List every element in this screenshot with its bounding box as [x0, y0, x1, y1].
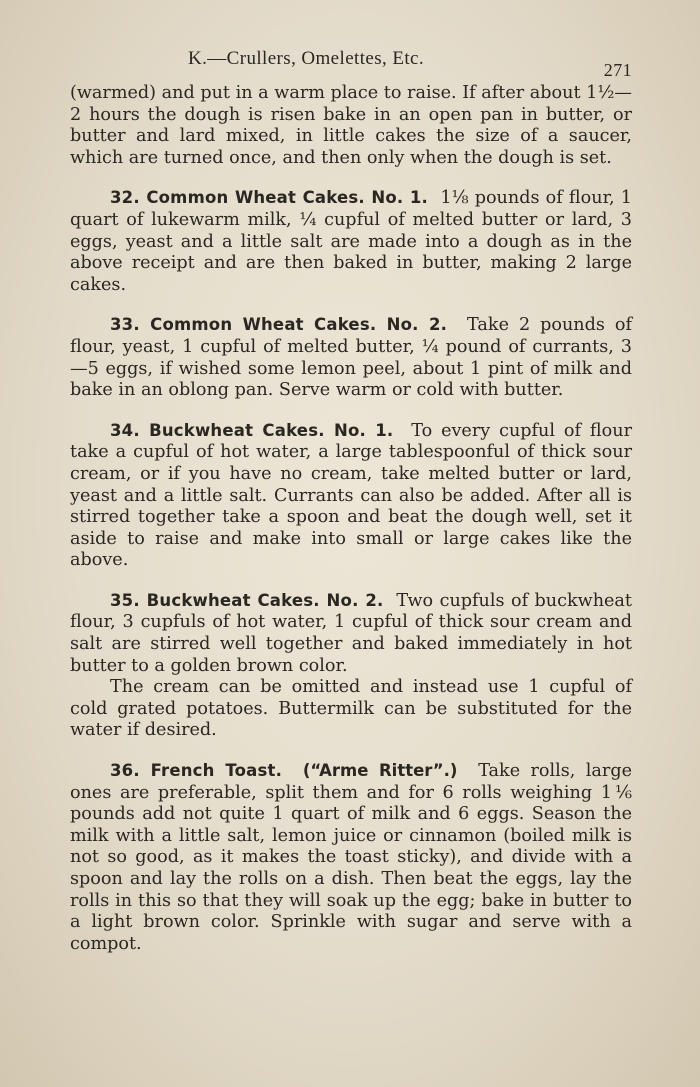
recipe-title: 34. Buckwheat Cakes. No. 1.: [110, 420, 394, 440]
recipe-subtitle: (“Arme Ritter”.): [302, 761, 458, 781]
recipe-text: Two cupfuls of buckwheat flour, 3 cupfuls of hot water, 1 cupful of thick sour cream and salt are stirred well together and baked immediately in hot butter to a golden brown color.: [70, 590, 632, 676]
recipe-35: [70, 590, 632, 677]
recipe-33: [70, 314, 632, 401]
continued-paragraph: (warmed) and put in a warm place to raise. If after about 1½—2 hours the dough is risen bake in an open pan in butter, or butter and lard mixed, in little cakes the size of a saucer, which are turned once, and then only when the dough is set.: [70, 83, 632, 168]
recipe-34: [70, 420, 632, 572]
page-number: 271: [603, 60, 632, 80]
running-head: K.—Crullers, Omelettes, Etc.: [188, 48, 424, 69]
recipe-title: 32. Common Wheat Cakes. No. 1.: [110, 188, 429, 208]
recipe-text: Take rolls, large ones are preferable, split them and for 6 rolls weighing 1⅙ pounds add not quite 1 quart of milk and 6 eggs. Season the milk with a little salt, lemon juice or cinnamon (boiled milk is not so good, as it makes the toast sticky), and divide with a spoon and lay the rolls on a dish. Then beat the eggs, lay the rolls in this so that they will soak up the egg; bake in butter to a light brown color. Sprinkle with sugar and serve with a compot.: [70, 761, 632, 954]
page-body: [70, 83, 632, 955]
recipe-32: [70, 187, 632, 296]
recipe-text: 1⅛ pounds of flour, 1 quart of lukewarm milk, ¼ cupful of melted butter or lard, 3 eggs, yeast and a little salt are made into a dough as in the above receipt and are then baked in butter, making 2 large cakes.: [70, 188, 632, 295]
recipe-title: 35. Buckwheat Cakes. No. 2.: [110, 590, 384, 610]
recipe-text: Take 2 pounds of flour, yeast, 1 cupful of melted butter, ¼ pound of currants, 3—5 eggs, if wished some lemon peel, about 1 pint of milk and bake in an oblong pan. Serve warm or cold with butter.: [70, 315, 632, 401]
recipe-title: 33. Common Wheat Cakes. No. 2.: [110, 315, 448, 335]
recipe-36: [70, 760, 632, 955]
page-header: [70, 42, 632, 78]
recipe-35-note: The cream can be omitted and instead use 1 cupful of cold grated potatoes. Buttermilk can be substituted for the water if desired.: [70, 677, 632, 741]
recipe-title: 36. French Toast.: [110, 761, 283, 781]
recipe-text: To every cupful of flour take a cupful of hot water, a large tablespoonful of thick sour cream, or if you have no cream, take melted butter or lard, yeast and a little salt. Currants can also be added. After all is stirred together take a spoon and beat the dough well, set it aside to raise and make into small or large cakes like the above.: [70, 420, 632, 571]
